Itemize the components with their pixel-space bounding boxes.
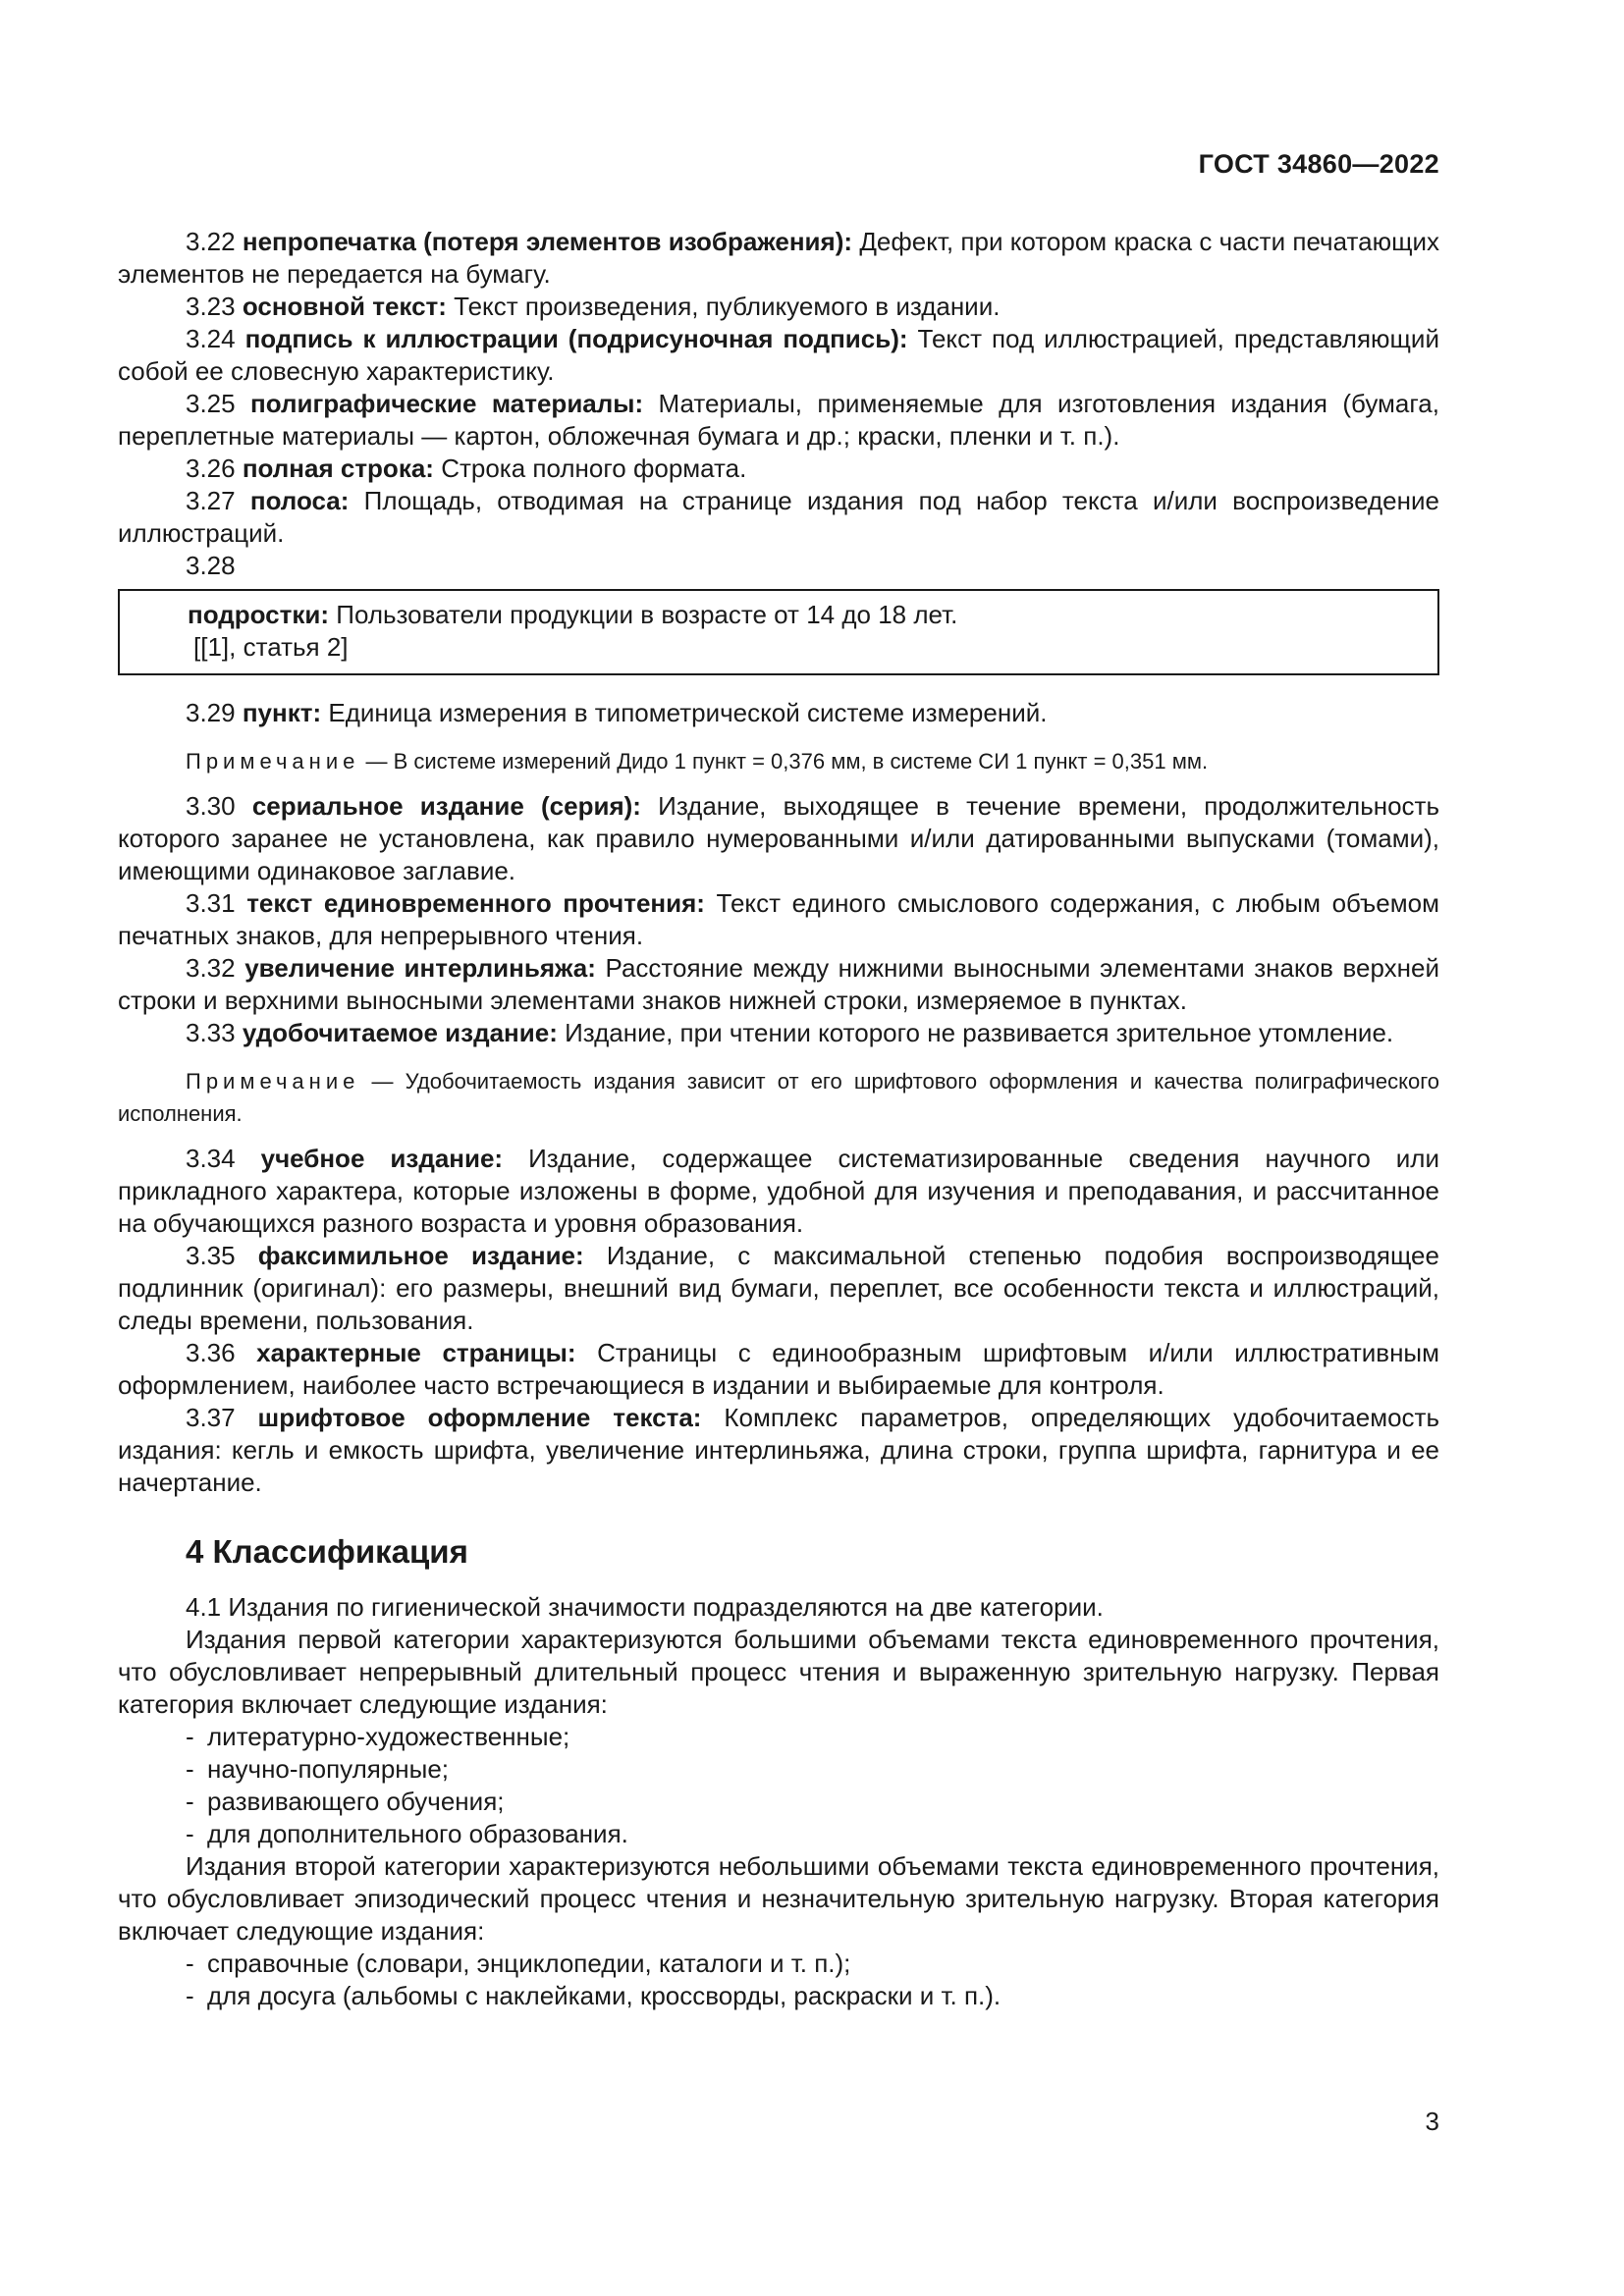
quoted-term-box [118,589,1439,675]
list-item: - развивающего обучения; [186,1787,505,1816]
term-name: непропечатка (потеря элементов изображения): [242,227,853,256]
term-definition: Издание, выходящее в течение времени, продолжительность которого заранее не установлена, как правило нумерованными и/или датированными выпусками (томами), имеющими одинаковое заглавие. [118,791,1440,885]
term-definition: Текст единого смыслового содержания, с любым объемом печатных знаков, для непрерывного чтения. [118,888,1439,950]
term-entry: 3.29 пункт: Единица измерения в типометрической системе измерений. [186,698,1048,727]
list-item: - научно-популярные; [186,1754,450,1784]
term-definition: Комплекс параметров, определяющих удобочитаемость издания: кегль и емкость шрифта, увеличение интерлиньяжа, длина строки, группа шрифта, гарнитура и ее начертание. [118,1403,1440,1497]
term-definition: Материалы, применяемые для изготовления издания (бумага, переплетные материалы — картон, обложечная бумага и др.; краски, пленки и т. п.). [118,389,1439,451]
note-text: — В системе измерений Дидо 1 пункт = 0,376 мм, в системе СИ 1 пункт = 0,351 мм. [365,749,1209,774]
term-name: подпись к иллюстрации (подрисуночная подпись): [244,324,908,353]
term-definition: Расстояние между нижними выносными элементами знаков верхней строки и верхними выносными элементами знаков нижней строки, измеряемое в пунктах. [118,953,1439,1015]
page-number: 3 [1425,2107,1439,2136]
term-name: учебное издание: [260,1144,504,1173]
term-entry: 3.37 шрифтовое оформление текста: Комплекс параметров, определяющих удобочитаемость издания: кегль и емкость шрифта, увеличение интерлиньяжа, длина строки, группа шрифта, гарнитура и ее начертание. [118,1403,1440,1497]
term-entry: 3.36 характерные страницы: Страницы с единообразным шрифтовым и/или иллюстративным оформлением, наиболее часто встречающиеся в издании и выбираемые для контроля. [118,1338,1439,1400]
term-entry: 3.24 подпись к иллюстрации (подрисуночная подпись): Текст под иллюстрацией, представляющий собой ее словесную характеристику. [118,324,1439,386]
term-definition: Издание, с максимальной степенью подобия воспроизводящее подлинник (оригинал): его размеры, внешний вид бумаги, переплет, все особенности текста и иллюстраций, следы времени, пользования. [118,1241,1439,1335]
term-definition: Издание, при чтении которого не развивается зрительное утомление. [565,1018,1394,1047]
document-code: ГОСТ 34860—2022 [1198,149,1439,179]
term-entry: 3.26 полная строка: Строка полного формата. [186,454,747,483]
quoted-term [188,599,1437,631]
term-name: сериальное издание (серия): [251,791,641,821]
term-definition: Текст под иллюстрацией, представляющий собой ее словесную характеристику. [118,324,1439,386]
note-label: Примечание [186,749,360,774]
term-definition: Площадь, отводимая на странице издания под набор текста и/или воспроизведение иллюстраций. [118,486,1439,548]
term-entry: 3.22 непропечатка (потеря элементов изображения): Дефект, при котором краска с части печатающих элементов не передается на бумагу. [118,227,1439,289]
document-page [118,0,1439,2296]
term-name: полоса: [249,486,350,515]
page-content [118,226,1439,2012]
term-name: подростки: [188,600,330,629]
term-name: текст единовременного прочтения: [246,888,705,918]
term-definition: Дефект, при котором краска с части печатающих элементов не передается на бумагу. [118,227,1439,289]
term-entry: 3.34 учебное издание: Издание, содержащее систематизированные сведения научного или прикладного характера, которые изложены в форме, удобной для изучения и преподавания, и рассчитанное на обучающихся разного возраста и уровня образования. [118,1144,1439,1238]
list-item: - для досуга (альбомы с наклейками, кроссворды, раскраски и т. п.). [186,1981,1001,2010]
term-name: пункт: [242,698,322,727]
term-definition: Издание, содержащее систематизированные сведения научного или прикладного характера, которые изложены в форме, удобной для изучения и преподавания, и рассчитанное на обучающихся разного возраста и уровня образования. [118,1144,1439,1238]
term-name: удобочитаемое издание: [242,1018,558,1047]
term-definition: Страницы с единообразным шрифтовым и/или иллюстративным оформлением, наиболее часто встречающиеся в издании и выбираемые для контроля. [118,1338,1439,1400]
term-entry: 3.35 факсимильное издание: Издание, с максимальной степенью подобия воспроизводящее подлинник (оригинал): его размеры, внешний вид бумаги, переплет, все особенности текста и иллюстраций, следы времени, пользования. [118,1241,1439,1335]
term-name: полиграфические материалы: [250,389,644,418]
term-definition: Пользователи продукции в возрасте от 14 до 18 лет. [336,600,958,629]
term-source: [[1], статья 2] [193,632,349,662]
term-name: полная строка: [242,454,434,483]
term-name: основной текст: [242,292,447,321]
note-text: — Удобочитаемость издания зависит от его шрифтового оформления и качества полиграфического исполнения. [118,1069,1439,1126]
list-item: - для дополнительного образования. [186,1819,628,1848]
term-entry: 3.25 полиграфические материалы: Материалы, применяемые для изготовления издания (бумага, переплетные материалы — картон, обложечная бумага и др.; краски, пленки и т. п.). [118,389,1439,451]
term-name: увеличение интерлиньяжа: [244,953,596,983]
term-definition: Строка полного формата. [441,454,747,483]
term-name: характерные страницы: [256,1338,576,1367]
term-name: шрифтовое оформление текста: [257,1403,702,1432]
term-entry: 3.23 основной текст: Текст произведения, публикуемого в издании. [186,292,1001,321]
list-item: - справочные (словари, энциклопедии, каталоги и т. п.); [186,1949,851,1978]
term-entry: 3.27 полоса: Площадь, отводимая на странице издания под набор текста и/или воспроизведение иллюстраций. [118,486,1439,548]
paragraph: Издания первой категории характеризуются большими объемами текста единовременного прочтения, что обусловливает непрерывный длительный процесс чтения и выраженную зрительную нагрузку. Первая категория включает следующие издания: [118,1625,1439,1719]
section-heading: 4 Классификация [186,1533,468,1570]
term-definition: Единица измерения в типометрической системе измерений. [328,698,1048,727]
term-entry: 3.33 удобочитаемое издание: Издание, при чтении которого не развивается зрительное утомление. [186,1018,1394,1047]
term-name: факсимильное издание: [257,1241,584,1270]
note [118,1065,1439,1130]
term-number: 3.28 [186,551,236,580]
term-definition: Текст произведения, публикуемого в издании. [454,292,1001,321]
term-entry: 3.30 сериальное издание (серия): Издание, выходящее в течение времени, продолжительность которого заранее не установлена, как правило нумерованными и/или датированными выпусками (томами), имеющими одинаковое заглавие. [118,791,1440,885]
term-entry: 3.32 увеличение интерлиньяжа: Расстояние между нижними выносными элементами знаков верхней строки и верхними выносными элементами знаков нижней строки, измеряемое в пунктах. [118,953,1439,1015]
paragraph: Издания второй категории характеризуются небольшими объемами текста единовременного прочтения, что обусловливает эпизодический процесс чтения и незначительную зрительную нагрузку. Вторая категория включает следующие издания: [118,1851,1439,1946]
note [118,745,1439,777]
term-entry: 3.31 текст единовременного прочтения: Текст единого смыслового содержания, с любым объемом печатных знаков, для непрерывного чтения. [118,888,1439,950]
note-label: Примечание [186,1069,360,1094]
list-item: - литературно-художественные; [186,1722,570,1751]
paragraph: 4.1 Издания по гигиенической значимости подразделяются на две категории. [186,1592,1104,1622]
